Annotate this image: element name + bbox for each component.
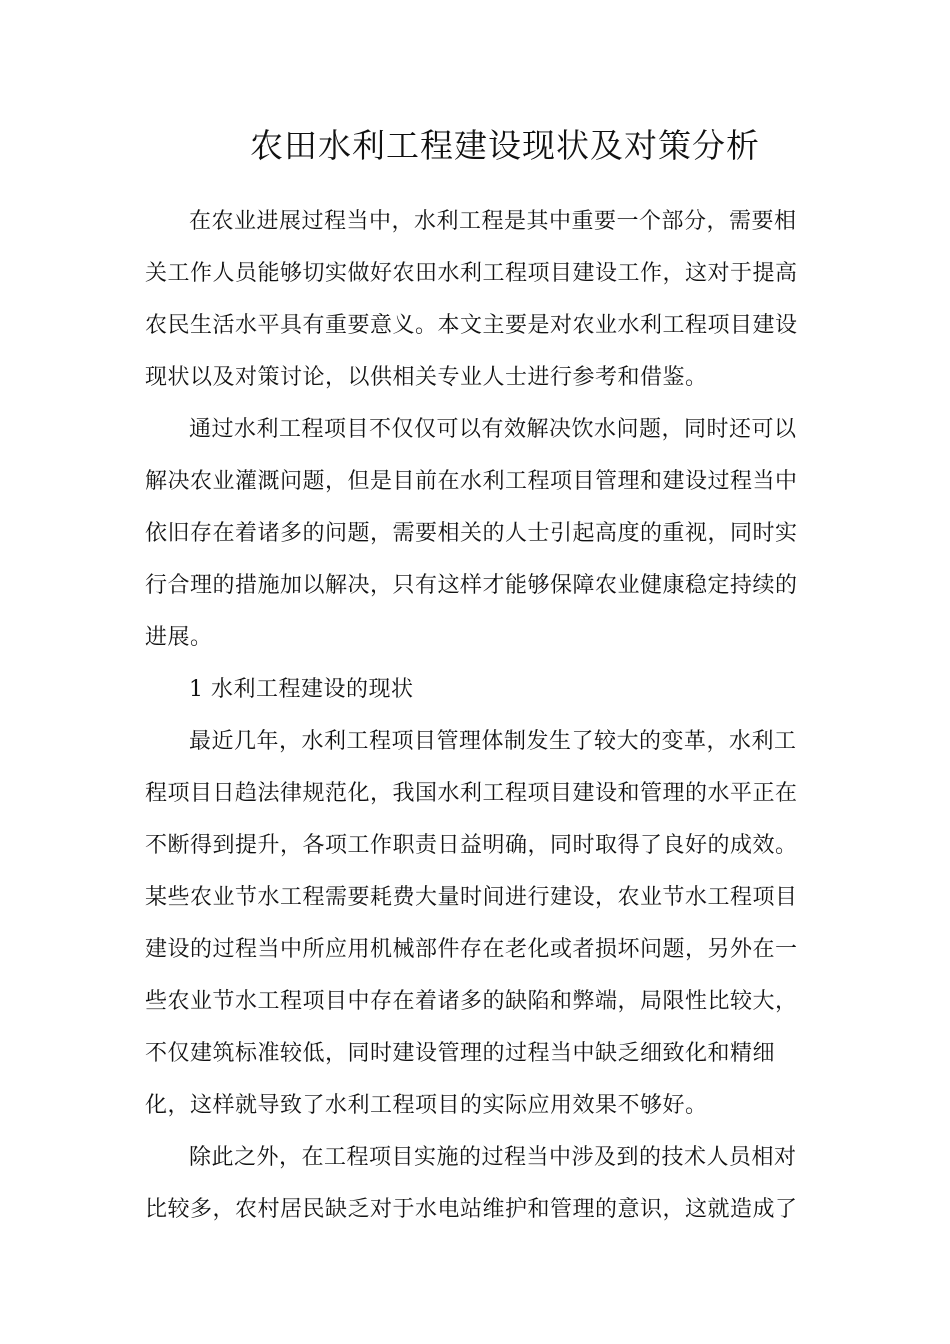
paragraph-problems: 通过水利工程项目不仅仅可以有效解决饮水问题，同时还可以解决农业灌溉问题，但是目前在水利工程项目管理和建设过程当中依旧存在着诸多的问题，需要相关的人士引起高度的重视，同时实行合理的措施加以解决，只有这样才能够保障农业健康稳定持续的进展。 xyxy=(145,417,798,650)
paragraph-status: 最近几年，水利工程项目管理体制发生了较大的变革，水利工程项目日趋法律规范化，我国水利工程项目建设和管理的水平正在不断得到提升，各项工作职责日益明确，同时取得了良好的成效。某些农业节水工程需要耗费大量时间进行建设，农业节水工程项目建设的过程当中所应用机械部件存在老化或者损坏问题，另外在一些农业节水工程项目中存在着诸多的缺陷和弊端，局限性比较大，不仅建筑标准较低，同时建设管理的过程当中缺乏细致化和精细化，这样就导致了水利工程项目的实际应用效果不够好。 xyxy=(145,729,798,1118)
document-body xyxy=(145,196,807,1236)
paragraph-additional: 除此之外，在工程项目实施的过程当中涉及到的技术人员相对比较多，农村居民缺乏对于水电站维护和管理的意识，这就造成了 xyxy=(145,1145,798,1222)
document-title: 农田水利工程建设现状及对策分析 xyxy=(250,126,760,165)
section-heading: 1 水利工程建设的现状 xyxy=(189,677,414,702)
paragraph-intro: 在农业进展过程当中，水利工程是其中重要一个部分，需要相关工作人员能够切实做好农田水利工程项目建设工作，这对于提高农民生活水平具有重要意义。本文主要是对农业水利工程项目建设现状以及对策讨论，以供相关专业人士进行参考和借鉴。 xyxy=(145,209,798,390)
